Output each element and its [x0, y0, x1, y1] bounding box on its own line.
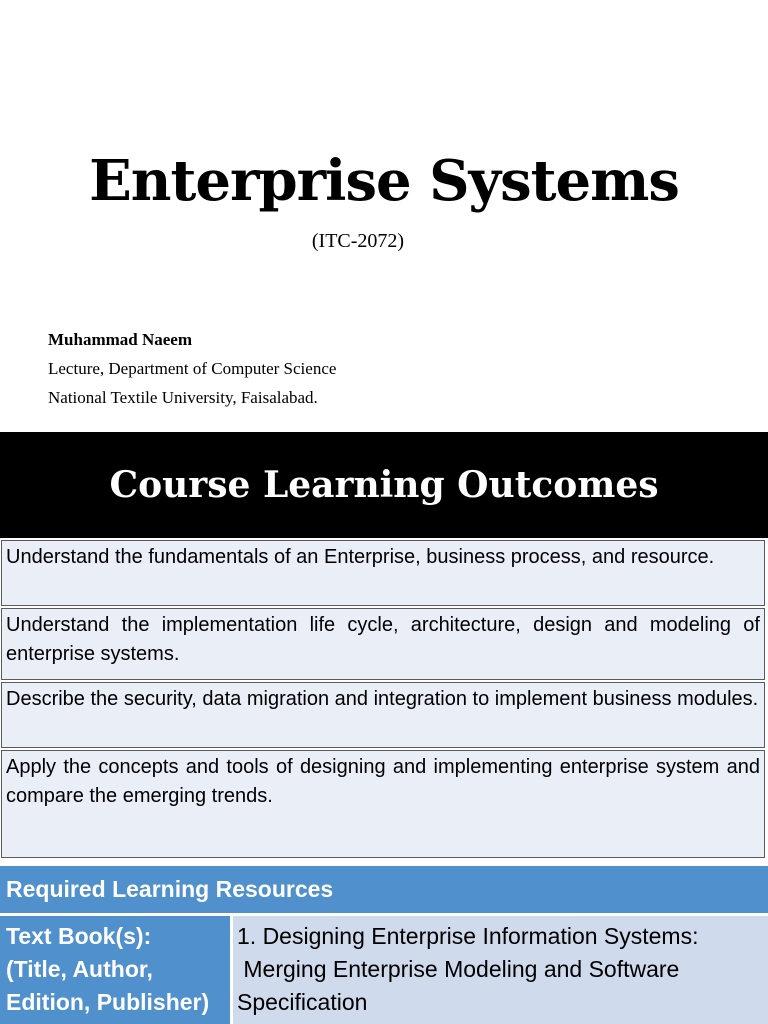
clo-item: Describe the security, data migration and integration to implement business modules. — [1, 682, 765, 748]
clo-item: Apply the concepts and tools of designing and implementing enterprise system and compare the emerging trends. — [1, 750, 765, 858]
textbook-label-line: Text Book(s): — [6, 923, 152, 949]
title-slide — [0, 0, 768, 432]
resources-slide — [0, 860, 768, 1024]
resources-heading: Required Learning Resources — [0, 866, 768, 916]
clo-heading: Course Learning Outcomes — [0, 432, 768, 538]
author-affiliation: National Textile University, Faisalabad. — [48, 388, 318, 407]
textbook-label-cell — [0, 916, 230, 1024]
clo-item: Understand the implementation life cycle, architecture, design and modeling of enterprise systems. — [1, 608, 765, 680]
author-role: Lecture, Department of Computer Science — [48, 359, 337, 378]
course-code: (ITC-2072) — [311, 230, 405, 252]
clo-slide — [0, 432, 768, 860]
textbook-line: 1. Designing Enterprise Information Systems: — [237, 923, 699, 949]
textbook-label-line: Edition, Publisher) — [6, 989, 210, 1015]
course-title: Enterprise Systems — [89, 148, 679, 214]
clo-item: Understand the fundamentals of an Enterprise, business process, and resource. — [1, 540, 765, 606]
author-name: Muhammad Naeem — [48, 330, 193, 349]
author-block — [48, 325, 336, 412]
textbook-value-cell — [233, 916, 768, 1024]
textbook-line: Merging Enterprise Modeling and Software — [237, 956, 680, 982]
textbook-label-line: (Title, Author, — [6, 956, 153, 982]
textbook-line: Specification — [237, 989, 368, 1015]
